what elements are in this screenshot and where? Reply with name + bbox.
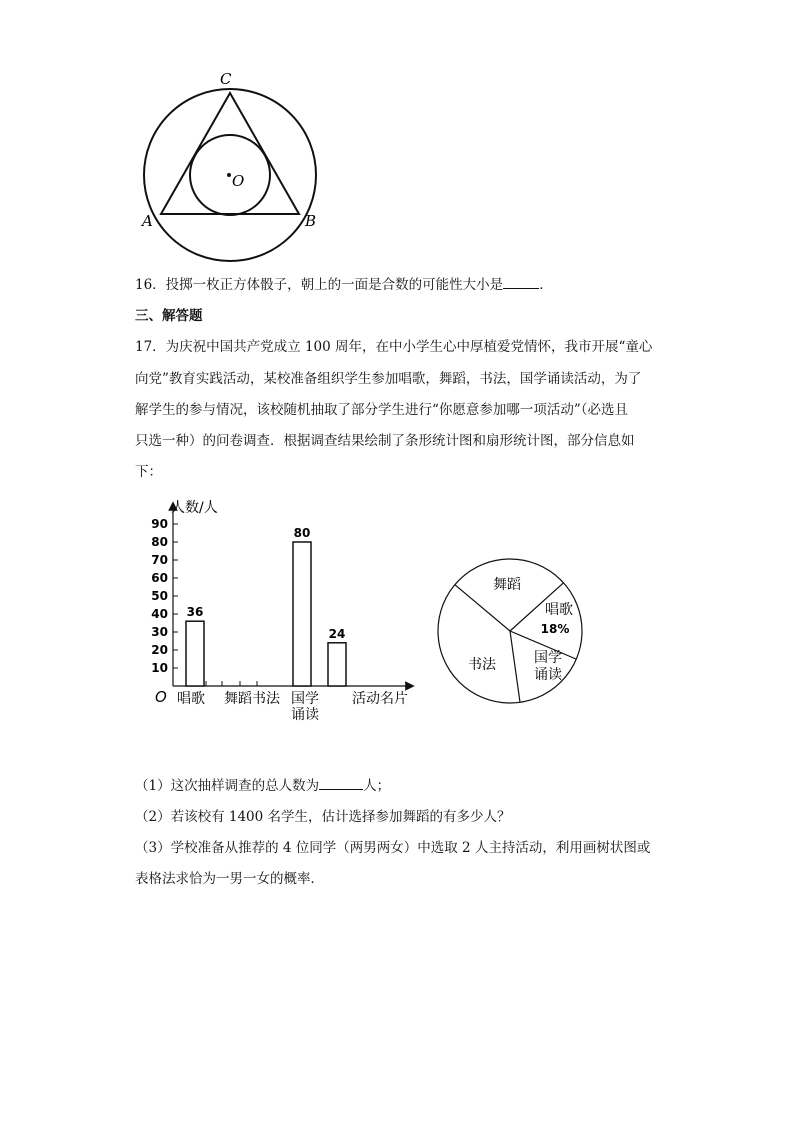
label-b: B <box>305 212 317 230</box>
y-tick-label: 90 <box>151 517 168 531</box>
q17-sub1 <box>135 775 390 796</box>
q17-sub1-suffix: 人； <box>363 778 391 794</box>
y-tick-label: 20 <box>151 643 168 657</box>
pie-label-calligraphy: 书法 <box>468 657 496 673</box>
q17-line-4: 只选一种）的问卷调查．根据调查结果绘制了条形统计图和扇形统计图，部分信息如 <box>135 433 635 449</box>
bar-1 <box>186 621 204 686</box>
q17-sub3-line2: 表格法求恰为一男一女的概率． <box>135 871 324 887</box>
q16-blank <box>503 274 539 289</box>
y-axis-label: 人数/人 <box>171 500 218 516</box>
bar-value-label: 80 <box>293 526 311 540</box>
x-category-label: 诵读 <box>291 707 319 723</box>
y-tick-label: 80 <box>151 535 168 549</box>
y-tick-label: 70 <box>151 553 168 567</box>
origin-label: O <box>155 688 167 706</box>
bar-value-label: 24 <box>328 626 346 641</box>
triangle-abc <box>161 93 299 214</box>
bar-value-label: 36 <box>186 605 204 620</box>
q17-line-3: 解学生的参与情况，该校随机抽取了部分学生进行“你愿意参加哪一项活动”（必选且 <box>135 402 629 418</box>
label-c: C <box>220 70 232 88</box>
q17-line-1: 17．为庆祝中国共产党成立 100 周年，在中小学生心中厚植爱党情怀，我市开展“童心 <box>135 339 653 355</box>
q17-line-2: 向党”教育实践活动，某校准备组织学生参加唱歌，舞蹈，书法，国学诵读活动，为了 <box>135 371 642 387</box>
q17-line-5: 下： <box>135 464 162 480</box>
section-title: 三、解答题 <box>135 308 203 324</box>
geometry-figure <box>130 62 340 262</box>
x-category-label: 书法 <box>252 691 280 707</box>
question-16 <box>135 274 553 295</box>
q17-sub3-line1: （3）学校准备从推荐的 4 位同学（两男两女）中选取 2 人主持活动，利用画树状图或 <box>135 840 651 856</box>
pie-label-dance: 舞蹈 <box>493 577 521 593</box>
label-o: O <box>232 172 245 190</box>
label-a: A <box>142 212 153 230</box>
y-tick-label: 60 <box>151 571 168 585</box>
x-category-label: 舞蹈 <box>224 691 252 707</box>
x-category-label: 国学 <box>291 691 319 707</box>
bar-chart <box>140 492 430 732</box>
y-tick-label: 10 <box>151 661 168 675</box>
q17-sub1-blank <box>319 775 363 790</box>
pie-label-sing: 唱歌 <box>545 602 573 618</box>
y-tick-label: 40 <box>151 607 168 621</box>
center-point <box>227 173 231 177</box>
q17-sub2: （2）若该校有 1400 名学生，估计选择参加舞蹈的有多少人？ <box>135 809 511 825</box>
bar-4 <box>328 643 346 686</box>
bar-3 <box>293 542 311 686</box>
x-axis-label: 活动名片 <box>352 691 408 707</box>
pie-chart <box>432 558 592 708</box>
q17-sub1-prefix: （1）这次抽样调查的总人数为 <box>135 778 320 794</box>
pie-label-guoxue-1: 国学 <box>534 650 562 666</box>
x-category-label: 唱歌 <box>177 691 205 707</box>
y-tick-label: 30 <box>151 625 168 639</box>
pie-value-sing: 18% <box>540 622 570 636</box>
q16-end: ． <box>539 277 553 293</box>
y-tick-label: 50 <box>151 589 168 603</box>
pie-label-guoxue-2: 诵读 <box>534 667 562 683</box>
q16-text: 16．投掷一枚正方体骰子，朝上的一面是合数的可能性大小是 <box>135 277 504 293</box>
